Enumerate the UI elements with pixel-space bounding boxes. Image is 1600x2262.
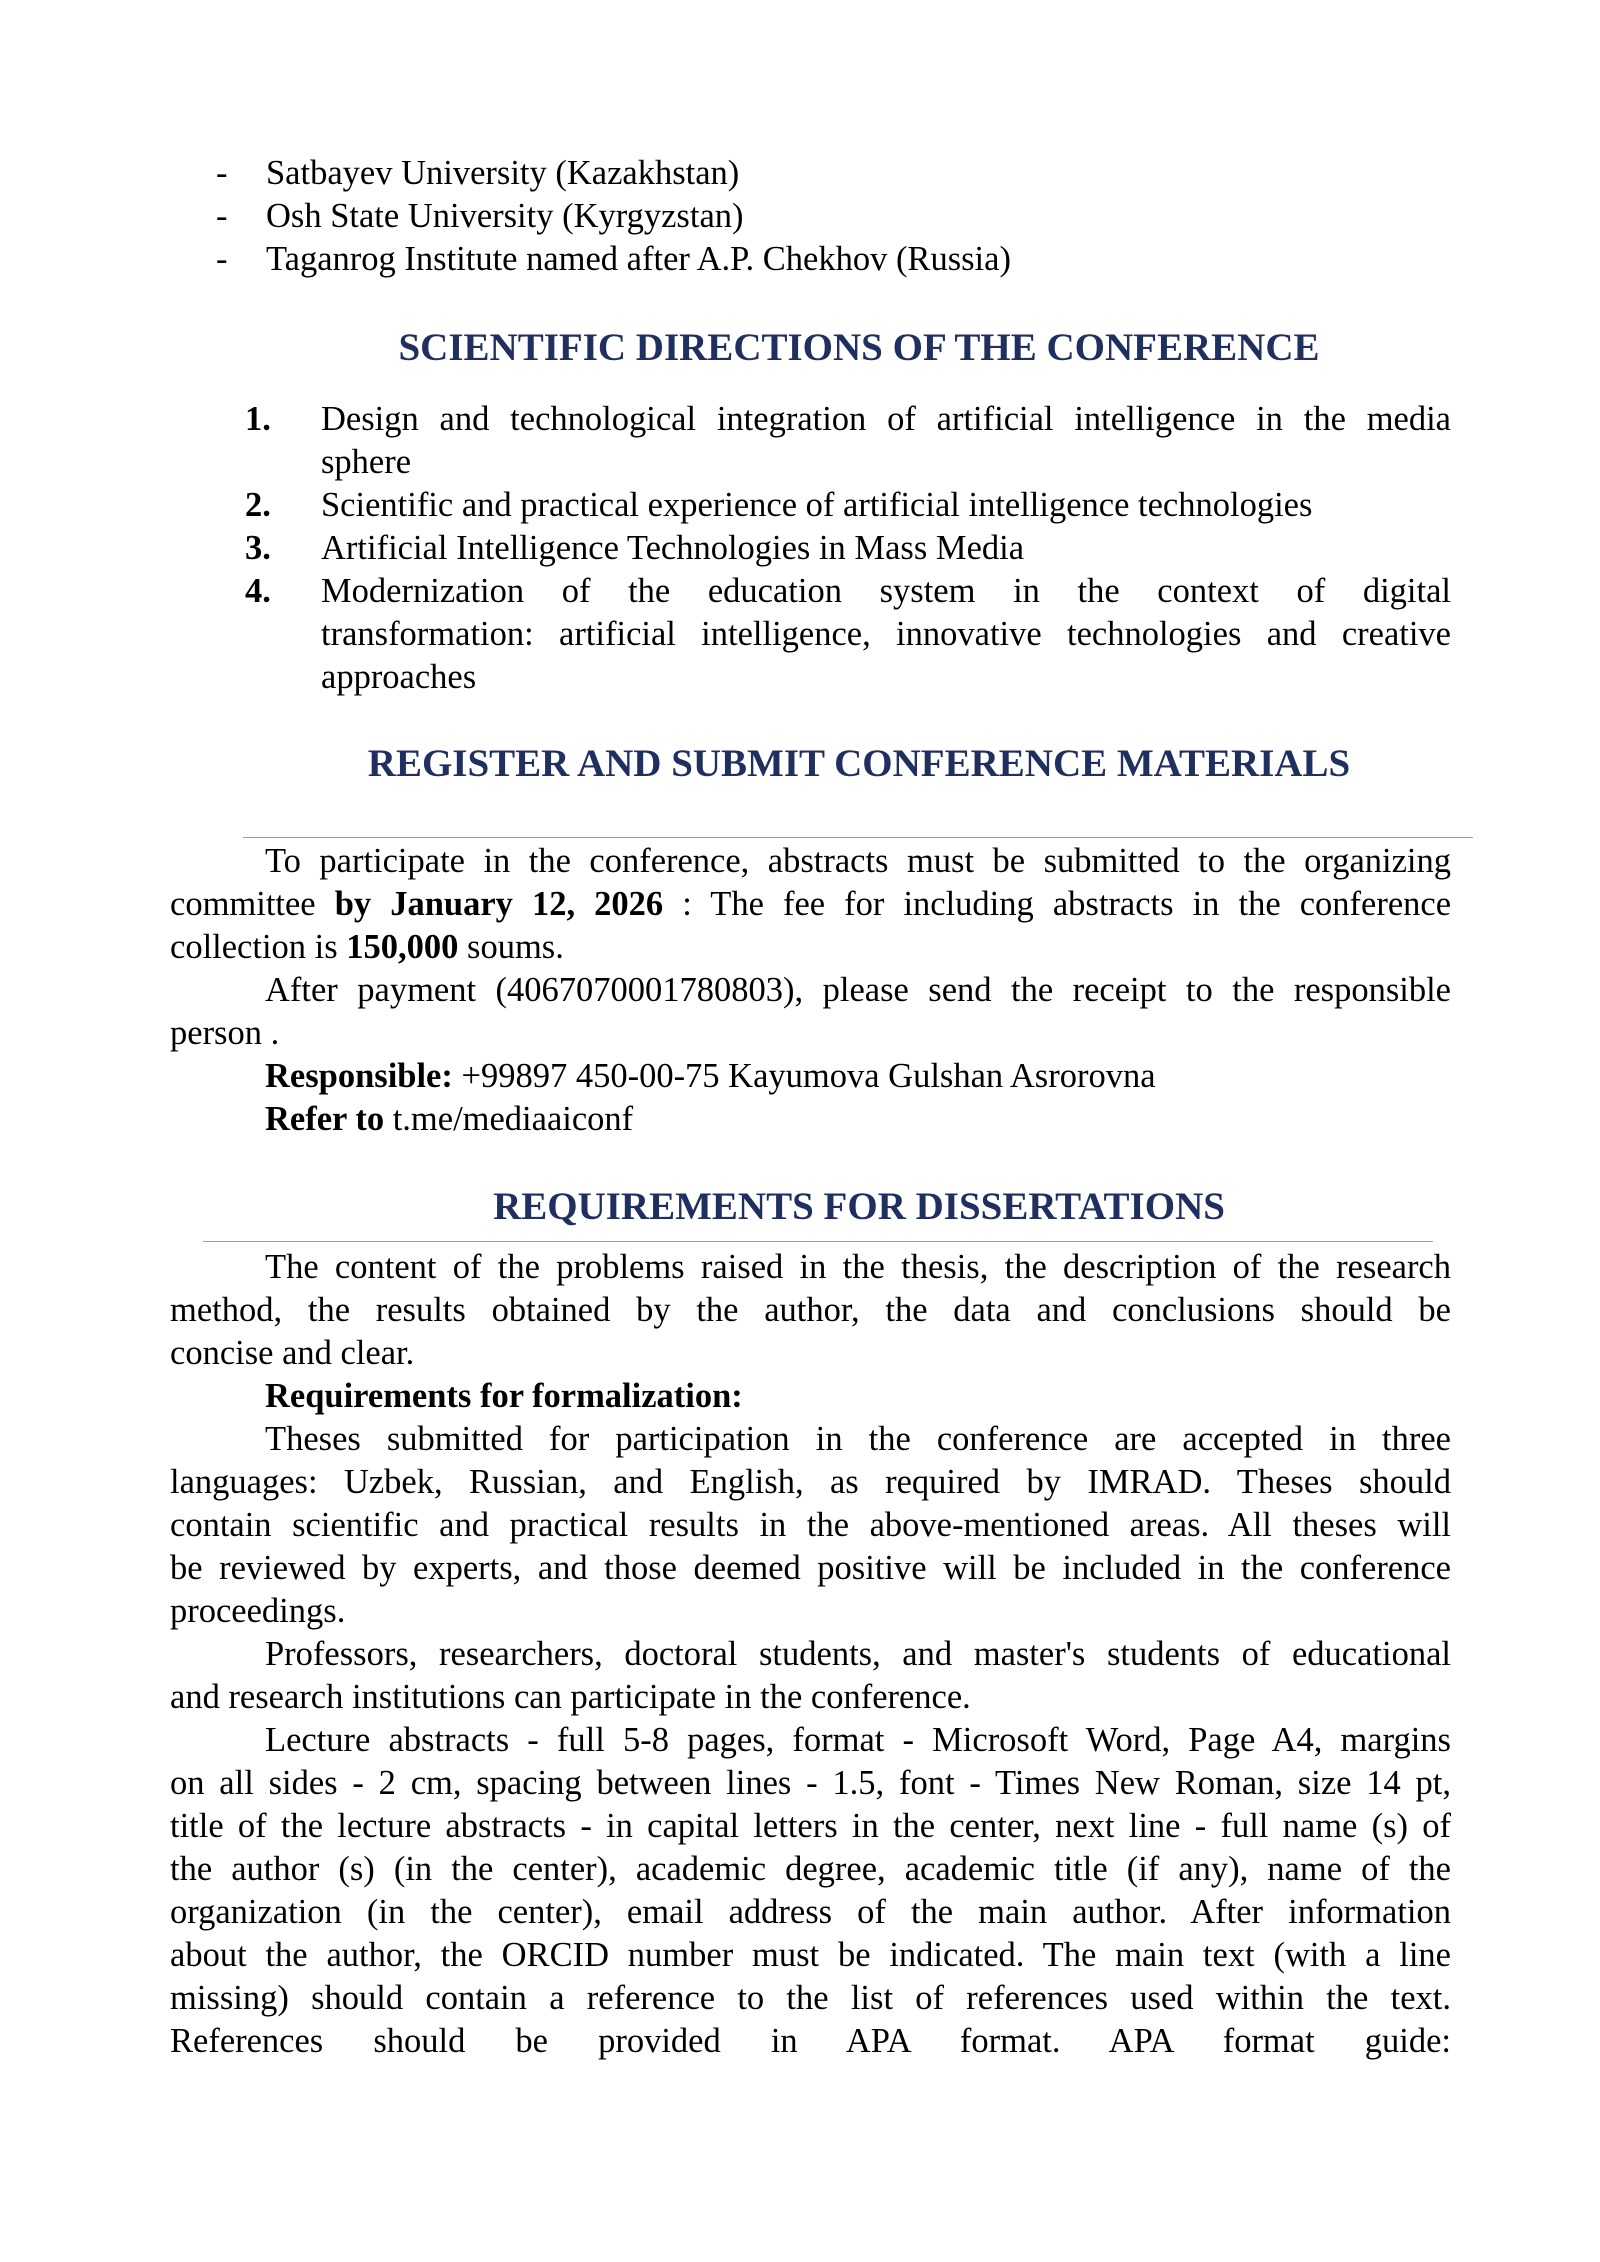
paragraph-line: To participate in the conference, abstracts must be submitted to the organizing xyxy=(265,842,1451,880)
direction-number: 2. xyxy=(245,486,271,524)
refer-link xyxy=(265,1098,633,1141)
text-run: : The fee for including abstracts in the conference xyxy=(663,885,1452,923)
deadline-date: by January 12, 2026 xyxy=(334,885,664,923)
list-item: Satbayev University (Kazakhstan) xyxy=(266,154,740,192)
direction-text: Modernization of the education system in the context of digital xyxy=(321,572,1451,610)
divider xyxy=(243,837,1473,838)
paragraph-line: missing) should contain a reference to the list of references used within the text. xyxy=(170,1979,1451,2017)
paragraph-line xyxy=(170,883,1451,926)
bullet-dash: - xyxy=(216,154,228,192)
direction-number: 4. xyxy=(245,572,271,610)
bullet-dash: - xyxy=(216,197,228,235)
paragraph-line: title of the lecture abstracts - in capital letters in the center, next line - full name (s) of xyxy=(170,1807,1451,1845)
telegram-link[interactable]: t.me/mediaaiconf xyxy=(384,1100,634,1138)
formalization-heading: Requirements for formalization: xyxy=(265,1377,743,1415)
paragraph-line: and research institutions can participate in the conference. xyxy=(170,1678,971,1716)
responsible-contact xyxy=(265,1055,1156,1098)
paragraph-line: Lecture abstracts - full 5-8 pages, format - Microsoft Word, Page A4, margins xyxy=(265,1721,1451,1759)
fee-amount: 150,000 xyxy=(346,928,459,966)
paragraph-line: Professors, researchers, doctoral students, and master's students of educational xyxy=(265,1635,1451,1673)
paragraph-line: on all sides - 2 cm, spacing between lines - 1.5, font - Times New Roman, size 14 pt, xyxy=(170,1764,1451,1802)
paragraph-line: about the author, the ORCID number must be indicated. The main text (with a line xyxy=(170,1936,1451,1974)
directions-heading: SCIENTIFIC DIRECTIONS OF THE CONFERENCE xyxy=(398,326,1320,369)
list-item: Osh State University (Kyrgyzstan) xyxy=(266,197,744,235)
paragraph-line: proceedings. xyxy=(170,1592,346,1630)
requirements-heading: REQUIREMENTS FOR DISSERTATIONS xyxy=(493,1185,1225,1228)
paragraph-line xyxy=(170,926,564,969)
direction-text: sphere xyxy=(321,443,412,481)
text-run: committee xyxy=(170,885,335,923)
paragraph-line: person . xyxy=(170,1014,280,1052)
direction-number: 3. xyxy=(245,529,271,567)
list-item: Taganrog Institute named after A.P. Chekhov (Russia) xyxy=(266,240,1011,278)
paragraph-line: be reviewed by experts, and those deemed positive will be included in the conference xyxy=(170,1549,1451,1587)
paragraph-line: References should be provided in APA format. APA format guide: xyxy=(170,2022,1451,2060)
direction-text: Design and technological integration of artificial intelligence in the media xyxy=(321,400,1451,438)
bullet-dash: - xyxy=(216,240,228,278)
text-run: collection is xyxy=(170,928,347,966)
register-heading: REGISTER AND SUBMIT CONFERENCE MATERIALS xyxy=(367,742,1351,785)
direction-text: Artificial Intelligence Technologies in Mass Media xyxy=(321,529,1025,567)
paragraph-line: The content of the problems raised in the thesis, the description of the research xyxy=(265,1248,1451,1286)
paragraph-line: the author (s) (in the center), academic degree, academic title (if any), name of the xyxy=(170,1850,1451,1888)
refer-label: Refer to xyxy=(265,1100,385,1138)
paragraph-line: method, the results obtained by the author, the data and conclusions should be xyxy=(170,1291,1451,1329)
paragraph-line: languages: Uzbek, Russian, and English, as required by IMRAD. Theses should xyxy=(170,1463,1451,1501)
direction-number: 1. xyxy=(245,400,271,438)
direction-text: Scientific and practical experience of artificial intelligence technologies xyxy=(321,486,1313,524)
paragraph-line: concise and clear. xyxy=(170,1334,415,1372)
direction-text: transformation: artificial intelligence, innovative technologies and creative xyxy=(321,615,1451,653)
paragraph-line: organization (in the center), email address of the main author. After information xyxy=(170,1893,1451,1931)
direction-text: approaches xyxy=(321,658,477,696)
paragraph-line: After payment (4067070001780803), please send the receipt to the responsible xyxy=(265,971,1451,1009)
responsible-label: Responsible: xyxy=(265,1057,453,1095)
divider xyxy=(203,1241,1433,1242)
text-run: soums. xyxy=(458,928,564,966)
paragraph-line: contain scientific and practical results in the above-mentioned areas. All theses will xyxy=(170,1506,1451,1544)
paragraph-line: Theses submitted for participation in the conference are accepted in three xyxy=(265,1420,1451,1458)
responsible-value: +99897 450-00-75 Kayumova Gulshan Asrorovna xyxy=(452,1057,1156,1095)
